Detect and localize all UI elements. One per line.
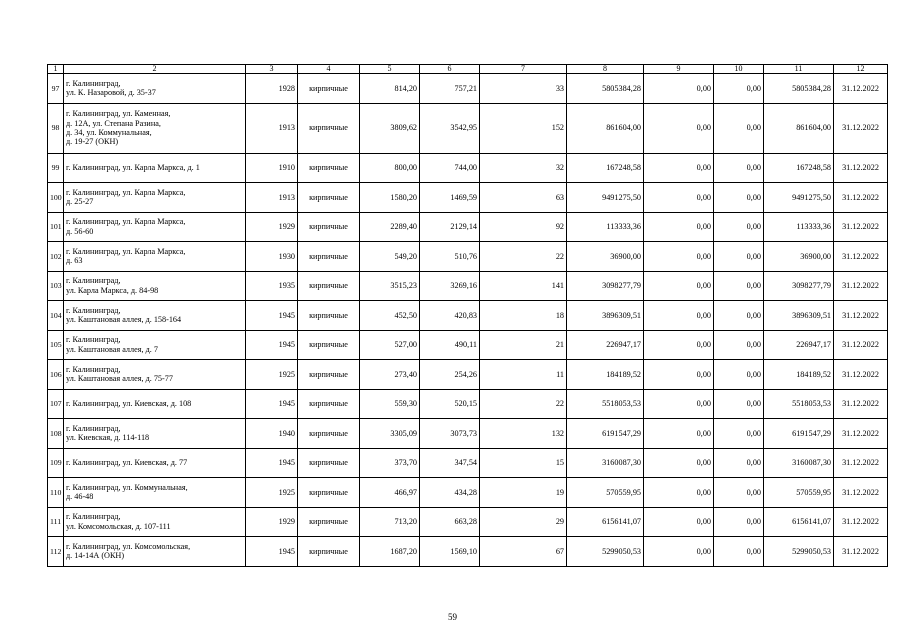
wall-material-cell: кирпичные	[298, 183, 360, 213]
wall-material-cell: кирпичные	[298, 242, 360, 272]
cost-col10-cell: 0,00	[714, 212, 764, 242]
cost-col9-cell: 0,00	[644, 419, 714, 449]
deadline-cell: 31.12.2022	[834, 103, 888, 153]
cost-total-cell: 3160087,30	[567, 448, 644, 478]
row-number: 98	[48, 103, 64, 153]
row-number: 97	[48, 74, 64, 104]
total-area-cell: 273,40	[360, 360, 420, 390]
cost-col10-cell: 0,00	[714, 389, 764, 419]
address-cell	[64, 478, 246, 508]
row-number: 108	[48, 419, 64, 449]
residents-cell: 63	[480, 183, 567, 213]
cost-col11-cell: 3160087,30	[764, 448, 834, 478]
cost-total-cell: 6156141,07	[567, 507, 644, 537]
row-number: 105	[48, 330, 64, 360]
cost-col11-cell: 5299050,53	[764, 537, 834, 567]
living-area-cell: 434,28	[420, 478, 480, 508]
column-number: 4	[298, 65, 360, 74]
residents-cell: 152	[480, 103, 567, 153]
year-cell: 1935	[246, 271, 298, 301]
cost-col9-cell: 0,00	[644, 271, 714, 301]
address-cell	[64, 389, 246, 419]
address-cell	[64, 360, 246, 390]
year-cell: 1910	[246, 153, 298, 183]
address-cell	[64, 74, 246, 104]
wall-material-cell: кирпичные	[298, 301, 360, 331]
deadline-cell: 31.12.2022	[834, 389, 888, 419]
cost-total-cell: 184189,52	[567, 360, 644, 390]
cost-col9-cell: 0,00	[644, 448, 714, 478]
cost-total-cell: 113333,36	[567, 212, 644, 242]
deadline-cell: 31.12.2022	[834, 271, 888, 301]
total-area-cell: 549,20	[360, 242, 420, 272]
address-cell	[64, 330, 246, 360]
living-area-cell: 420,83	[420, 301, 480, 331]
cost-col9-cell: 0,00	[644, 183, 714, 213]
cost-col10-cell: 0,00	[714, 448, 764, 478]
cost-col9-cell: 0,00	[644, 360, 714, 390]
deadline-cell: 31.12.2022	[834, 153, 888, 183]
residents-cell: 33	[480, 74, 567, 104]
cost-col10-cell: 0,00	[714, 242, 764, 272]
address-line: г. Калининград, ул. Карла Маркса,	[66, 217, 186, 227]
cost-col11-cell: 9491275,50	[764, 183, 834, 213]
table-row	[48, 242, 888, 272]
address-line: ул. Каштановая аллея, д. 75-77	[66, 374, 173, 384]
table-row	[48, 103, 888, 153]
cost-col11-cell: 6156141,07	[764, 507, 834, 537]
address-line: ул. Киевская, д. 114-118	[66, 433, 150, 443]
address-line: г. Калининград,	[66, 335, 121, 345]
cost-col11-cell: 226947,17	[764, 330, 834, 360]
cost-col10-cell: 0,00	[714, 301, 764, 331]
column-number: 2	[64, 65, 246, 74]
address-cell	[64, 271, 246, 301]
total-area-cell: 3515,23	[360, 271, 420, 301]
wall-material-cell: кирпичные	[298, 389, 360, 419]
cost-total-cell: 5299050,53	[567, 537, 644, 567]
total-area-cell: 3305,09	[360, 419, 420, 449]
cost-col11-cell: 861604,00	[764, 103, 834, 153]
column-number: 6	[420, 65, 480, 74]
living-area-cell: 663,28	[420, 507, 480, 537]
table-row	[48, 183, 888, 213]
residents-cell: 21	[480, 330, 567, 360]
wall-material-cell: кирпичные	[298, 360, 360, 390]
table-row	[48, 419, 888, 449]
cost-col11-cell: 36900,00	[764, 242, 834, 272]
living-area-cell: 3073,73	[420, 419, 480, 449]
living-area-cell: 757,21	[420, 74, 480, 104]
cost-total-cell: 3098277,79	[567, 271, 644, 301]
total-area-cell: 713,20	[360, 507, 420, 537]
cost-total-cell: 861604,00	[567, 103, 644, 153]
table-row	[48, 74, 888, 104]
row-number: 99	[48, 153, 64, 183]
address-line: ул. Комсомольская, д. 107-111	[66, 521, 171, 531]
address-cell	[64, 212, 246, 242]
cost-total-cell: 5805384,28	[567, 74, 644, 104]
living-area-cell: 744,00	[420, 153, 480, 183]
cost-total-cell: 3896309,51	[567, 301, 644, 331]
table-row	[48, 389, 888, 419]
cost-col9-cell: 0,00	[644, 242, 714, 272]
cost-col10-cell: 0,00	[714, 103, 764, 153]
residents-cell: 132	[480, 419, 567, 449]
wall-material-cell: кирпичные	[298, 271, 360, 301]
residents-cell: 11	[480, 360, 567, 390]
living-area-cell: 2129,14	[420, 212, 480, 242]
deadline-cell: 31.12.2022	[834, 507, 888, 537]
address-line: г. Калининград,	[66, 423, 121, 433]
row-number: 110	[48, 478, 64, 508]
address-cell	[64, 242, 246, 272]
address-cell	[64, 103, 246, 153]
row-number: 112	[48, 537, 64, 567]
living-area-cell: 254,26	[420, 360, 480, 390]
row-number: 109	[48, 448, 64, 478]
table-row	[48, 271, 888, 301]
cost-col11-cell: 5805384,28	[764, 74, 834, 104]
table-row	[48, 537, 888, 567]
cost-col10-cell: 0,00	[714, 74, 764, 104]
address-line: ул. К. Назаровой, д. 35-37	[66, 88, 156, 98]
residents-cell: 15	[480, 448, 567, 478]
table-row	[48, 360, 888, 390]
year-cell: 1945	[246, 389, 298, 419]
deadline-cell: 31.12.2022	[834, 183, 888, 213]
residents-cell: 92	[480, 212, 567, 242]
address-line: ул. Карла Маркса, д. 84-98	[66, 285, 159, 295]
total-area-cell: 373,70	[360, 448, 420, 478]
cost-col9-cell: 0,00	[644, 74, 714, 104]
column-number: 1	[48, 65, 64, 74]
column-number-row	[48, 65, 888, 74]
deadline-cell: 31.12.2022	[834, 212, 888, 242]
deadline-cell: 31.12.2022	[834, 448, 888, 478]
year-cell: 1913	[246, 183, 298, 213]
address-line: д. 63	[66, 256, 83, 266]
cost-total-cell: 226947,17	[567, 330, 644, 360]
year-cell: 1925	[246, 360, 298, 390]
column-number: 3	[246, 65, 298, 74]
cost-col10-cell: 0,00	[714, 478, 764, 508]
address-line: г. Калининград, ул. Карла Маркса,	[66, 187, 186, 197]
address-line: г. Калининград, ул. Коммунальная,	[66, 482, 188, 492]
address-line: д. 46-48	[66, 492, 94, 502]
deadline-cell: 31.12.2022	[834, 360, 888, 390]
address-cell	[64, 507, 246, 537]
cost-col11-cell: 5518053,53	[764, 389, 834, 419]
cost-col10-cell: 0,00	[714, 153, 764, 183]
table-row	[48, 212, 888, 242]
cost-col11-cell: 570559,95	[764, 478, 834, 508]
residents-cell: 22	[480, 389, 567, 419]
deadline-cell: 31.12.2022	[834, 301, 888, 331]
address-line: г. Калининград,	[66, 305, 121, 315]
year-cell: 1945	[246, 301, 298, 331]
address-line: д. 14-14А (ОКН)	[66, 551, 125, 561]
column-number: 9	[644, 65, 714, 74]
wall-material-cell: кирпичные	[298, 103, 360, 153]
row-number: 107	[48, 389, 64, 419]
wall-material-cell: кирпичные	[298, 74, 360, 104]
address-line: г. Калининград, ул. Киевская, д. 77	[66, 458, 188, 468]
address-line: г. Калининград,	[66, 78, 121, 88]
cost-col10-cell: 0,00	[714, 330, 764, 360]
column-number: 8	[567, 65, 644, 74]
cost-col11-cell: 6191547,29	[764, 419, 834, 449]
wall-material-cell: кирпичные	[298, 537, 360, 567]
residents-cell: 19	[480, 478, 567, 508]
total-area-cell: 527,00	[360, 330, 420, 360]
address-line: д. 34, ул. Коммунальная,	[66, 128, 152, 137]
year-cell: 1929	[246, 212, 298, 242]
address-cell	[64, 537, 246, 567]
cost-col10-cell: 0,00	[714, 271, 764, 301]
address-line: д. 56-60	[66, 226, 94, 236]
living-area-cell: 520,15	[420, 389, 480, 419]
wall-material-cell: кирпичные	[298, 448, 360, 478]
year-cell: 1930	[246, 242, 298, 272]
table-row	[48, 448, 888, 478]
cost-col9-cell: 0,00	[644, 537, 714, 567]
row-number: 106	[48, 360, 64, 390]
wall-material-cell: кирпичные	[298, 212, 360, 242]
table-row	[48, 153, 888, 183]
residents-cell: 32	[480, 153, 567, 183]
total-area-cell: 814,20	[360, 74, 420, 104]
wall-material-cell: кирпичные	[298, 478, 360, 508]
living-area-cell: 1569,10	[420, 537, 480, 567]
residents-cell: 29	[480, 507, 567, 537]
row-number: 103	[48, 271, 64, 301]
cost-col11-cell: 113333,36	[764, 212, 834, 242]
total-area-cell: 452,50	[360, 301, 420, 331]
cost-total-cell: 36900,00	[567, 242, 644, 272]
row-number: 101	[48, 212, 64, 242]
address-line: д. 19-27 (ОКН)	[66, 137, 119, 147]
column-number: 5	[360, 65, 420, 74]
address-line: г. Калининград, ул. Каменная,	[66, 109, 171, 119]
address-cell	[64, 183, 246, 213]
table-row	[48, 507, 888, 537]
address-line: г. Калининград, ул. Карла Маркса,	[66, 246, 186, 256]
deadline-cell: 31.12.2022	[834, 537, 888, 567]
deadline-cell: 31.12.2022	[834, 242, 888, 272]
deadline-cell: 31.12.2022	[834, 74, 888, 104]
living-area-cell: 347,54	[420, 448, 480, 478]
cost-col11-cell: 3896309,51	[764, 301, 834, 331]
cost-col10-cell: 0,00	[714, 537, 764, 567]
table-row	[48, 478, 888, 508]
living-area-cell: 3269,16	[420, 271, 480, 301]
row-number: 100	[48, 183, 64, 213]
column-number: 12	[834, 65, 888, 74]
cost-col9-cell: 0,00	[644, 389, 714, 419]
row-number: 104	[48, 301, 64, 331]
cost-total-cell: 6191547,29	[567, 419, 644, 449]
residents-cell: 67	[480, 537, 567, 567]
living-area-cell: 1469,59	[420, 183, 480, 213]
cost-col11-cell: 3098277,79	[764, 271, 834, 301]
cost-total-cell: 9491275,50	[567, 183, 644, 213]
address-cell	[64, 301, 246, 331]
total-area-cell: 466,97	[360, 478, 420, 508]
cost-col11-cell: 167248,58	[764, 153, 834, 183]
deadline-cell: 31.12.2022	[834, 478, 888, 508]
address-line: г. Калининград,	[66, 364, 121, 374]
cost-total-cell: 167248,58	[567, 153, 644, 183]
living-area-cell: 3542,95	[420, 103, 480, 153]
cost-col9-cell: 0,00	[644, 212, 714, 242]
year-cell: 1925	[246, 478, 298, 508]
column-number: 11	[764, 65, 834, 74]
wall-material-cell: кирпичные	[298, 419, 360, 449]
total-area-cell: 559,30	[360, 389, 420, 419]
address-line: ул. Каштановая аллея, д. 7	[66, 344, 158, 354]
cost-col10-cell: 0,00	[714, 419, 764, 449]
total-area-cell: 3809,62	[360, 103, 420, 153]
column-number: 7	[480, 65, 567, 74]
address-line: г. Калининград, ул. Киевская, д. 108	[66, 399, 192, 409]
row-number: 102	[48, 242, 64, 272]
total-area-cell: 1687,20	[360, 537, 420, 567]
table-row	[48, 301, 888, 331]
deadline-cell: 31.12.2022	[834, 419, 888, 449]
living-area-cell: 490,11	[420, 330, 480, 360]
wall-material-cell: кирпичные	[298, 507, 360, 537]
housing-table	[47, 64, 888, 567]
cost-col10-cell: 0,00	[714, 360, 764, 390]
cost-col9-cell: 0,00	[644, 478, 714, 508]
residents-cell: 18	[480, 301, 567, 331]
cost-total-cell: 5518053,53	[567, 389, 644, 419]
table-row	[48, 330, 888, 360]
address-line: д. 12А, ул. Степана Разина,	[66, 118, 161, 128]
year-cell: 1940	[246, 419, 298, 449]
cost-col9-cell: 0,00	[644, 301, 714, 331]
address-line: г. Калининград, ул. Комсомольская,	[66, 541, 191, 551]
address-cell	[64, 419, 246, 449]
cost-col9-cell: 0,00	[644, 507, 714, 537]
year-cell: 1913	[246, 103, 298, 153]
cost-total-cell: 570559,95	[567, 478, 644, 508]
address-line: ул. Каштановая аллея, д. 158-164	[66, 315, 182, 325]
row-number: 111	[48, 507, 64, 537]
total-area-cell: 1580,20	[360, 183, 420, 213]
address-line: д. 25-27	[66, 197, 94, 207]
wall-material-cell: кирпичные	[298, 153, 360, 183]
address-line: г. Калининград,	[66, 276, 121, 286]
cost-col11-cell: 184189,52	[764, 360, 834, 390]
year-cell: 1945	[246, 330, 298, 360]
address-line: г. Калининград, ул. Карла Маркса, д. 1	[66, 163, 200, 173]
residents-cell: 141	[480, 271, 567, 301]
address-line: г. Калининград,	[66, 512, 121, 522]
year-cell: 1928	[246, 74, 298, 104]
year-cell: 1945	[246, 448, 298, 478]
total-area-cell: 2289,40	[360, 212, 420, 242]
year-cell: 1945	[246, 537, 298, 567]
total-area-cell: 800,00	[360, 153, 420, 183]
cost-col9-cell: 0,00	[644, 103, 714, 153]
cost-col10-cell: 0,00	[714, 507, 764, 537]
address-cell	[64, 448, 246, 478]
page-number: 59	[448, 612, 457, 622]
cost-col9-cell: 0,00	[644, 330, 714, 360]
deadline-cell: 31.12.2022	[834, 330, 888, 360]
table-body	[48, 65, 888, 567]
cost-col10-cell: 0,00	[714, 183, 764, 213]
address-cell	[64, 153, 246, 183]
wall-material-cell: кирпичные	[298, 330, 360, 360]
residents-cell: 22	[480, 242, 567, 272]
year-cell: 1929	[246, 507, 298, 537]
cost-col9-cell: 0,00	[644, 153, 714, 183]
column-number: 10	[714, 65, 764, 74]
living-area-cell: 510,76	[420, 242, 480, 272]
